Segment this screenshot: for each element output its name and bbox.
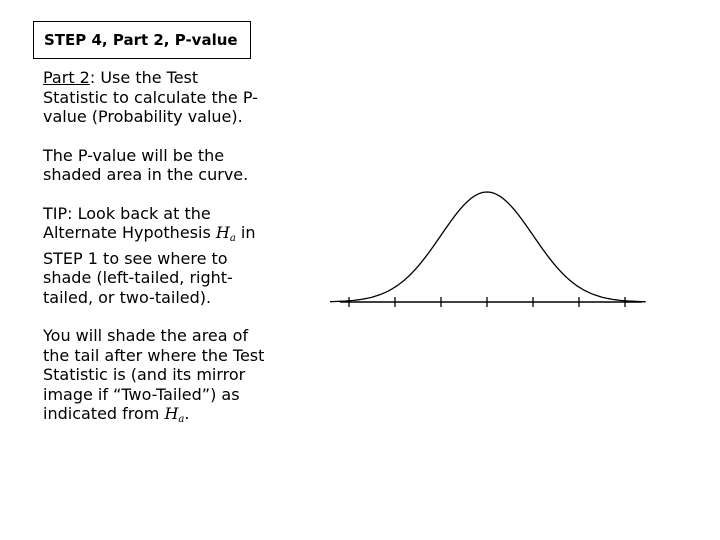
slide-title-text: STEP 4, Part 2, P-value: [44, 31, 238, 49]
normal-curve-figure: [330, 180, 650, 320]
instructions-text: [43, 68, 267, 430]
shade-text-before: You will shade the area of the tail after where the Test Statistic is (and its mirror image if “Two-Tailed”) as indicated from: [43, 326, 265, 423]
alternate-hypothesis-symbol-2: $H_a$: [164, 404, 185, 425]
shade-instruction-paragraph: [43, 326, 267, 430]
part2-text: : Use the Test Statistic to calculate the P-value (Probability value).: [43, 68, 258, 126]
slide-title: [33, 21, 251, 59]
part2-label: Part 2: [43, 68, 90, 87]
tip-text-before: TIP: Look back at the Alternate Hypothesis: [43, 203, 216, 242]
part2-paragraph: [43, 68, 267, 127]
tip-paragraph: [43, 204, 267, 308]
shade-text-after: .: [184, 404, 190, 423]
alternate-hypothesis-symbol: $H_a$: [215, 223, 236, 244]
tip-text-after: in STEP 1 to see where to shade (left-tailed, right-tailed, or two-tailed).: [43, 223, 256, 307]
bell-curve: [330, 192, 646, 302]
shaded-area-paragraph: The P-value will be the shaded area in the curve.: [43, 145, 249, 184]
